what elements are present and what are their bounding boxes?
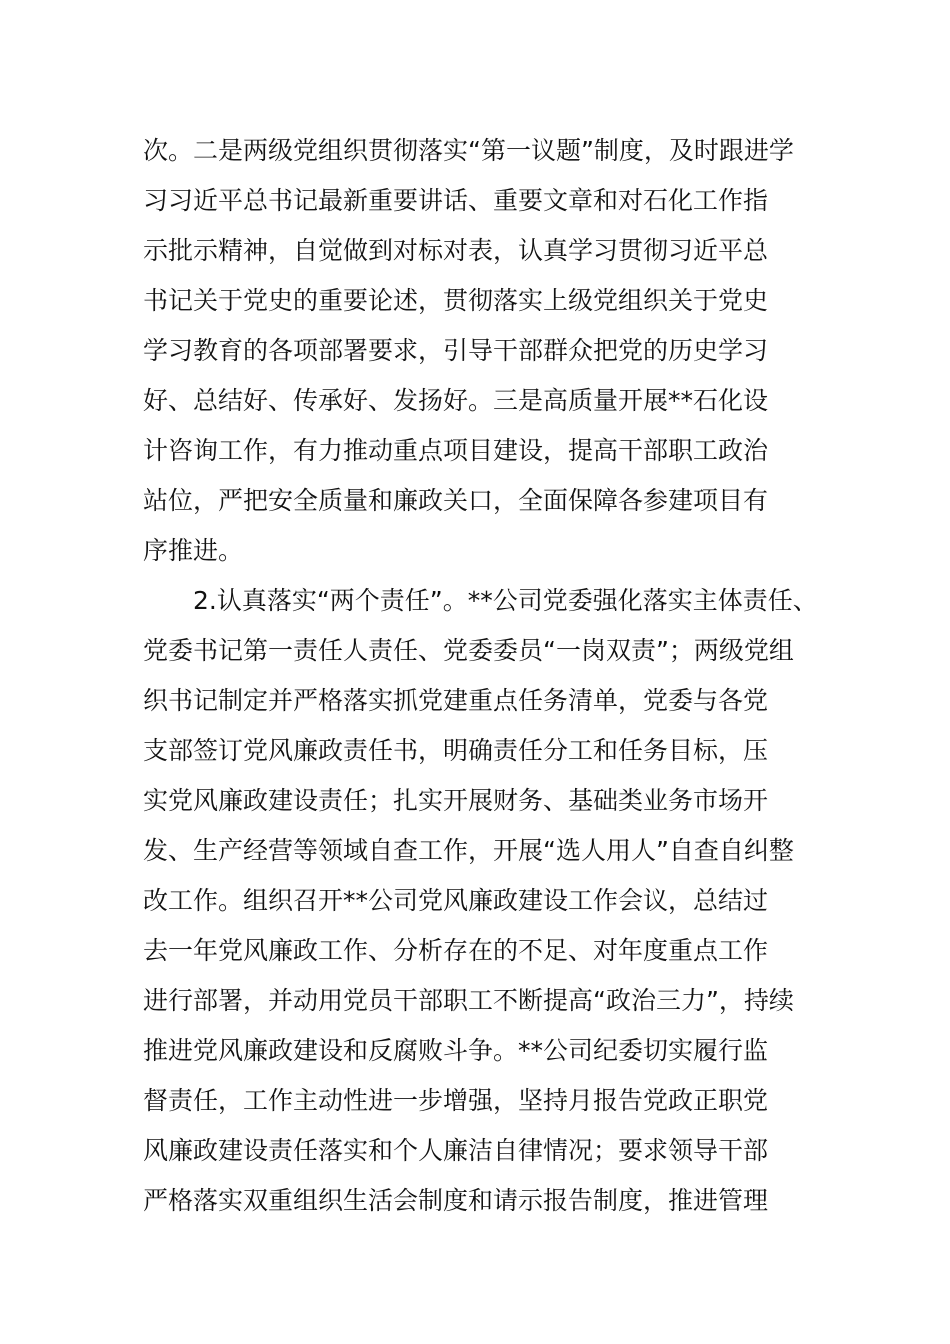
text-line: 实党风廉政建设责任；扎实开展财务、基础类业务市场开	[143, 786, 769, 815]
text-line: 次。二是两级党组织贯彻落实“第一议题”制度，及时跟进学	[143, 136, 794, 165]
text-line: 书记关于党史的重要论述，贯彻落实上级党组织关于党史	[143, 286, 769, 315]
text-line: 发、生产经营等领域自查工作，开展“选人用人”自查自纠整	[143, 836, 794, 865]
text-line: 好、总结好、传承好、发扬好。三是高质量开展**石化设	[143, 386, 769, 415]
text-line: 改工作。组织召开**公司党风廉政建设工作会议，总结过	[143, 886, 769, 915]
text-line: 风廉政建设责任落实和个人廉洁自律情况；要求领导干部	[143, 1136, 769, 1165]
text-line: 支部签订党风廉政责任书，明确责任分工和任务目标，压	[143, 736, 769, 765]
text-line: 党委书记第一责任人责任、党委委员“一岗双责”；两级党组	[143, 636, 794, 665]
text-line: 习习近平总书记最新重要讲话、重要文章和对石化工作指	[143, 186, 769, 215]
text-line: 推进党风廉政建设和反腐败斗争。**公司纪委切实履行监	[143, 1036, 769, 1065]
text-line: 督责任，工作主动性进一步增强，坚持月报告党政正职党	[143, 1086, 769, 1115]
text-line: 站位，严把安全质量和廉政关口，全面保障各参建项目有	[143, 486, 769, 515]
text-line: 严格落实双重组织生活会制度和请示报告制度，推进管理	[143, 1186, 769, 1215]
text-line: 示批示精神，自觉做到对标对表，认真学习贯彻习近平总	[143, 236, 769, 265]
text-line: 序推进。	[143, 536, 244, 565]
text-line: 织书记制定并严格落实抓党建重点任务清单，党委与各党	[143, 686, 769, 715]
document-body	[143, 126, 823, 1226]
text-line: 学习教育的各项部署要求，引导干部群众把党的历史学习	[143, 336, 769, 365]
paragraph-start-line: 2.认真落实“两个责任”。**公司党委强化落实主体责任、	[143, 586, 818, 615]
text-line: 进行部署，并动用党员干部职工不断提高“政治三力”，持续	[143, 986, 794, 1015]
text-line: 去一年党风廉政工作、分析存在的不足、对年度重点工作	[143, 936, 769, 965]
text-line: 计咨询工作，有力推动重点项目建设，提高干部职工政治	[143, 436, 769, 465]
